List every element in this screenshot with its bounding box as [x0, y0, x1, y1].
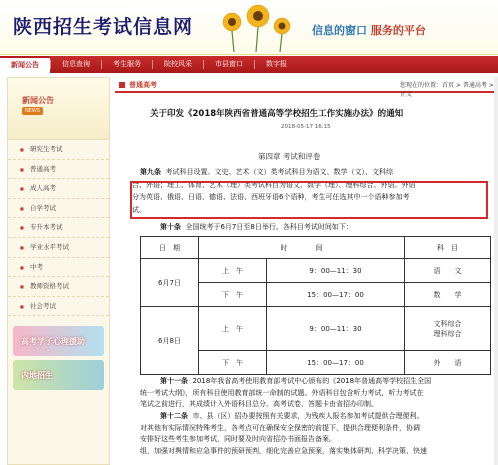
clause-12-line4: 组，加强对舆情和应急事件的预研预判，细化完善应急预案，落实集体研判、科学决策、快速: [140, 446, 427, 455]
clause-11-line1: 2018年我省高考使用教育部考试中心颁布的《2018年普通高等学校招生全国: [192, 377, 432, 385]
ad-banner-mainland[interactable]: [13, 360, 104, 390]
clause-11-head: 第十一条: [160, 377, 188, 385]
sidebar-item-teacher[interactable]: ■ 教师资格考试: [8, 277, 109, 297]
clause-12-head: 第十二条: [160, 412, 188, 420]
section-title: 普通高考: [129, 81, 157, 89]
nav-county-window[interactable]: 市县窗口: [215, 60, 243, 68]
table-cell-date: 6月7日: [141, 259, 199, 307]
table-header-subject: 科 目: [405, 237, 491, 259]
site-header: [0, 0, 498, 55]
clause-9-line3: 分为英语、俄语、日语、德语、法语、西班牙语6个语种，考生可任选其中一个语种参加考: [132, 193, 410, 201]
clause-12-line2: 对其他有实际情况特殊考生，各考点可在确保安全保密的前提下，提供合理便利条件，协调: [140, 423, 420, 432]
clause-12-line1: 市、县（区）招办要按照有关要求，为残疾人报名参加考试提供合理便利。: [192, 412, 424, 420]
table-cell-period: 上 午: [199, 307, 267, 351]
article-title: 关于印发《2018年陕西省普通高等学校招生工作实施办法》的通知: [150, 109, 404, 119]
table-cell-subject: 语 文: [405, 259, 491, 283]
clause-9-line4: 试。: [132, 205, 146, 214]
table-cell-subject: 文科综合 理科综合: [405, 307, 491, 351]
article-timestamp: 2018-05-17 16:15: [281, 124, 331, 130]
sidebar-banner-title: 新闻公告: [22, 96, 54, 105]
sidebar-item-upgrade[interactable]: ■ 专升本考试: [8, 218, 109, 238]
table-cell-period: 上 午: [199, 259, 267, 283]
section-icon: [119, 82, 125, 88]
sidebar-item-adult[interactable]: ■ 成人高考: [8, 179, 109, 199]
sidebar-banner-sub: NEWS: [22, 107, 43, 115]
exam-schedule-table: [140, 236, 491, 375]
ad-banner-psych-label: 高考学子心理援助: [21, 337, 85, 347]
table-cell-time: 9：00—11：30: [267, 307, 405, 351]
sidebar-item-graduate[interactable]: ■ 研究生考试: [8, 140, 109, 160]
slogan-part-a: 信息的窗口: [312, 24, 367, 37]
ad-banner-psych[interactable]: [13, 326, 104, 356]
sidebar-item-social[interactable]: ■ 社会考试: [8, 297, 109, 317]
clause-11-line2: 统一考试大纲》，所有科目使用教育部统一命制的试题。外语科目包含听力考试，听力考试在: [140, 388, 424, 397]
highlight-box: [130, 181, 488, 219]
nav-news[interactable]: 新闻公告: [0, 56, 50, 73]
nav-digital-paper[interactable]: 数字报: [266, 60, 287, 68]
sidebar-item-self-study[interactable]: ■ 自学考试: [8, 199, 109, 219]
sidebar: [7, 77, 110, 465]
article-clause-12: [140, 411, 427, 457]
section-header: [115, 77, 498, 98]
table-header-time: 时 间: [199, 237, 405, 259]
nav-service[interactable]: 考生服务: [113, 60, 141, 68]
table-cell-time: 15：00—17：00: [267, 283, 405, 307]
site-logo[interactable]: 陕西招生考试信息网: [13, 16, 194, 38]
nav-colleges[interactable]: 院校风采: [164, 60, 192, 68]
slogan-part-b: 服务的平台: [370, 24, 426, 37]
clause-9-line1: 考试科目设置。文史、艺术（文）类考试科目为语文、数学（文）、文科综: [165, 168, 393, 176]
ad-banner-mainland-label: 内地招生: [21, 371, 53, 381]
chapter-heading: 第四章 考试和评卷: [258, 152, 321, 161]
article-clause-11: [140, 376, 431, 411]
sidebar-banner: [8, 78, 109, 140]
clause-10-text: 全国统考于6月7日至8日举行。各科目考试时间如下：: [185, 223, 353, 231]
sidebar-item-proficiency[interactable]: ■ 学业水平考试: [8, 238, 109, 258]
table-cell-time: 15：00—17：00: [267, 351, 405, 375]
clause-11-line3: 笔试之前进行，其成绩计入外语科目总分。高考试卷、答题卡由省招办印制。: [140, 400, 378, 408]
nav-query[interactable]: 信息查询: [62, 60, 90, 68]
main-nav: [0, 56, 498, 73]
sidebar-item-gaokao[interactable]: ■ 普通高考: [8, 160, 109, 180]
page-scrollbar[interactable]: [494, 77, 498, 465]
table-cell-time: 9：00—11：30: [267, 259, 405, 283]
sunflower-icon: [212, 2, 302, 52]
sidebar-item-zhongkao[interactable]: ■ 中考: [8, 258, 109, 278]
clause-9-line2: 合、外语；理工、体育、艺术（理）类考试科目为语文、数学（理）、理科综合、外语。外语: [132, 180, 416, 189]
site-slogan: [312, 22, 426, 38]
clause-12-line3: 安排好这些考生参加考试，同时要及时向省招办书面报告备案。: [140, 435, 336, 443]
table-header-date: 日 期: [141, 237, 199, 259]
table-cell-date: 6月8日: [141, 307, 199, 375]
table-header-row: [141, 237, 491, 259]
breadcrumb[interactable]: 您现在的位置：首页 > 普通高考 > 正文: [400, 82, 494, 98]
sidebar-list: [8, 140, 109, 316]
clause-9-head: 第九条: [140, 168, 161, 176]
table-cell-subject: 数 学: [405, 283, 491, 307]
table-cell-subject: 外 语: [405, 351, 491, 375]
article-clause-10: [160, 221, 353, 234]
table-row: [141, 259, 491, 283]
table-cell-period: 下 午: [199, 283, 267, 307]
clause-10-head: 第十条: [160, 223, 181, 231]
table-row: [141, 307, 491, 351]
table-cell-period: 下 午: [199, 351, 267, 375]
